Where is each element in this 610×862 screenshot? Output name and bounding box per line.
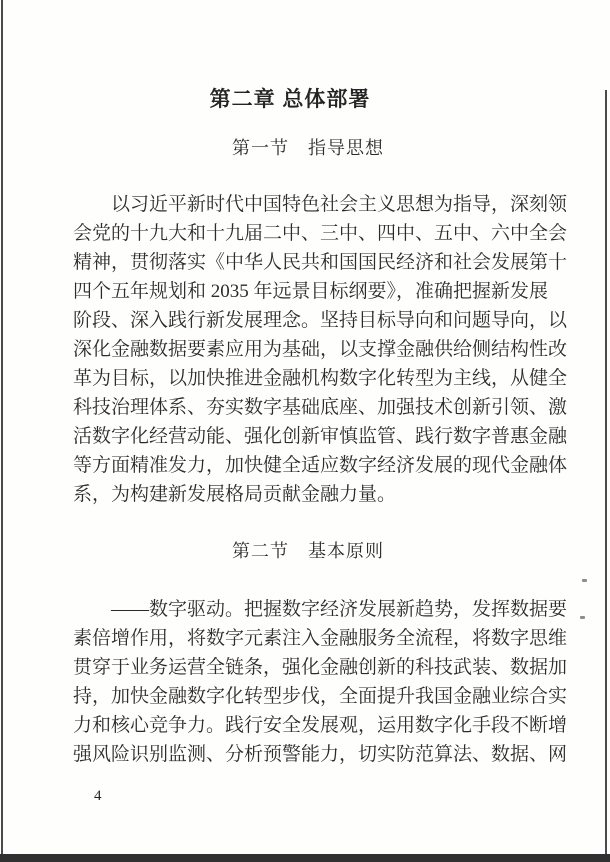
text-line: 贯穿于业务运营全链条，强化金融创新的科技武装、数据加	[73, 657, 568, 678]
scan-artifact-speck	[580, 616, 585, 619]
text-line: 力和核心竞争力。践行安全发展观，运用数字化手段不断增	[73, 715, 568, 736]
scan-edge-right	[605, 90, 607, 862]
text-line: 以习近平新时代中国特色社会主义思想为指导，深刻领	[111, 194, 568, 215]
text-line: 持，加快金融数字化转型步伐，全面提升我国金融业综合实	[73, 686, 568, 707]
scan-edge-left	[1, 0, 3, 862]
text-line: 阶段、深入践行新发展理念。坚持目标导向和问题导向，以	[73, 310, 568, 331]
section-1-paragraph	[73, 190, 568, 509]
section-2-paragraph	[73, 595, 568, 769]
section-2-heading: 第二节 基本原则	[232, 541, 384, 561]
text-line: 等方面精准发力，加快健全适应数字经济发展的现代金融体	[73, 455, 568, 476]
text-line: 深化金融数据要素应用为基础，以支撑金融供给侧结构性改	[73, 339, 568, 360]
text-line: 精神，贯彻落实《中华人民共和国国民经济和社会发展第十	[73, 252, 568, 273]
text-line: ——数字驱动。把握数字经济发展新趋势，发挥数据要	[111, 599, 568, 620]
text-line: 系，为构建新发展格局贡献金融力量。	[73, 484, 397, 505]
text-line: 四个五年规划和 2035 年远景目标纲要》，准确把握新发展	[73, 281, 549, 302]
text-line: 会党的十九大和十九届二中、三中、四中、五中、六中全会	[73, 223, 568, 244]
text-line: 革为目标，以加快推进金融机构数字化转型为主线，从健全	[73, 368, 568, 389]
text-line: 科技治理体系、夯实数字基础底座、加强技术创新引领、激	[73, 397, 568, 418]
text-line: 素倍增作用，将数字元素注入金融服务全流程，将数字思维	[73, 628, 568, 649]
text-line: 活数字化经营动能、强化创新审慎监管、践行数字普惠金融	[73, 426, 568, 447]
chapter-title: 第二章 总体部署	[209, 88, 371, 111]
section-1-heading: 第一节 指导思想	[232, 138, 384, 158]
page-number: 4	[94, 788, 102, 804]
text-line: 强风险识别监测、分析预警能力，切实防范算法、数据、网	[73, 744, 568, 765]
scan-edge-bottom	[0, 854, 610, 862]
scan-artifact-speck	[582, 579, 587, 582]
